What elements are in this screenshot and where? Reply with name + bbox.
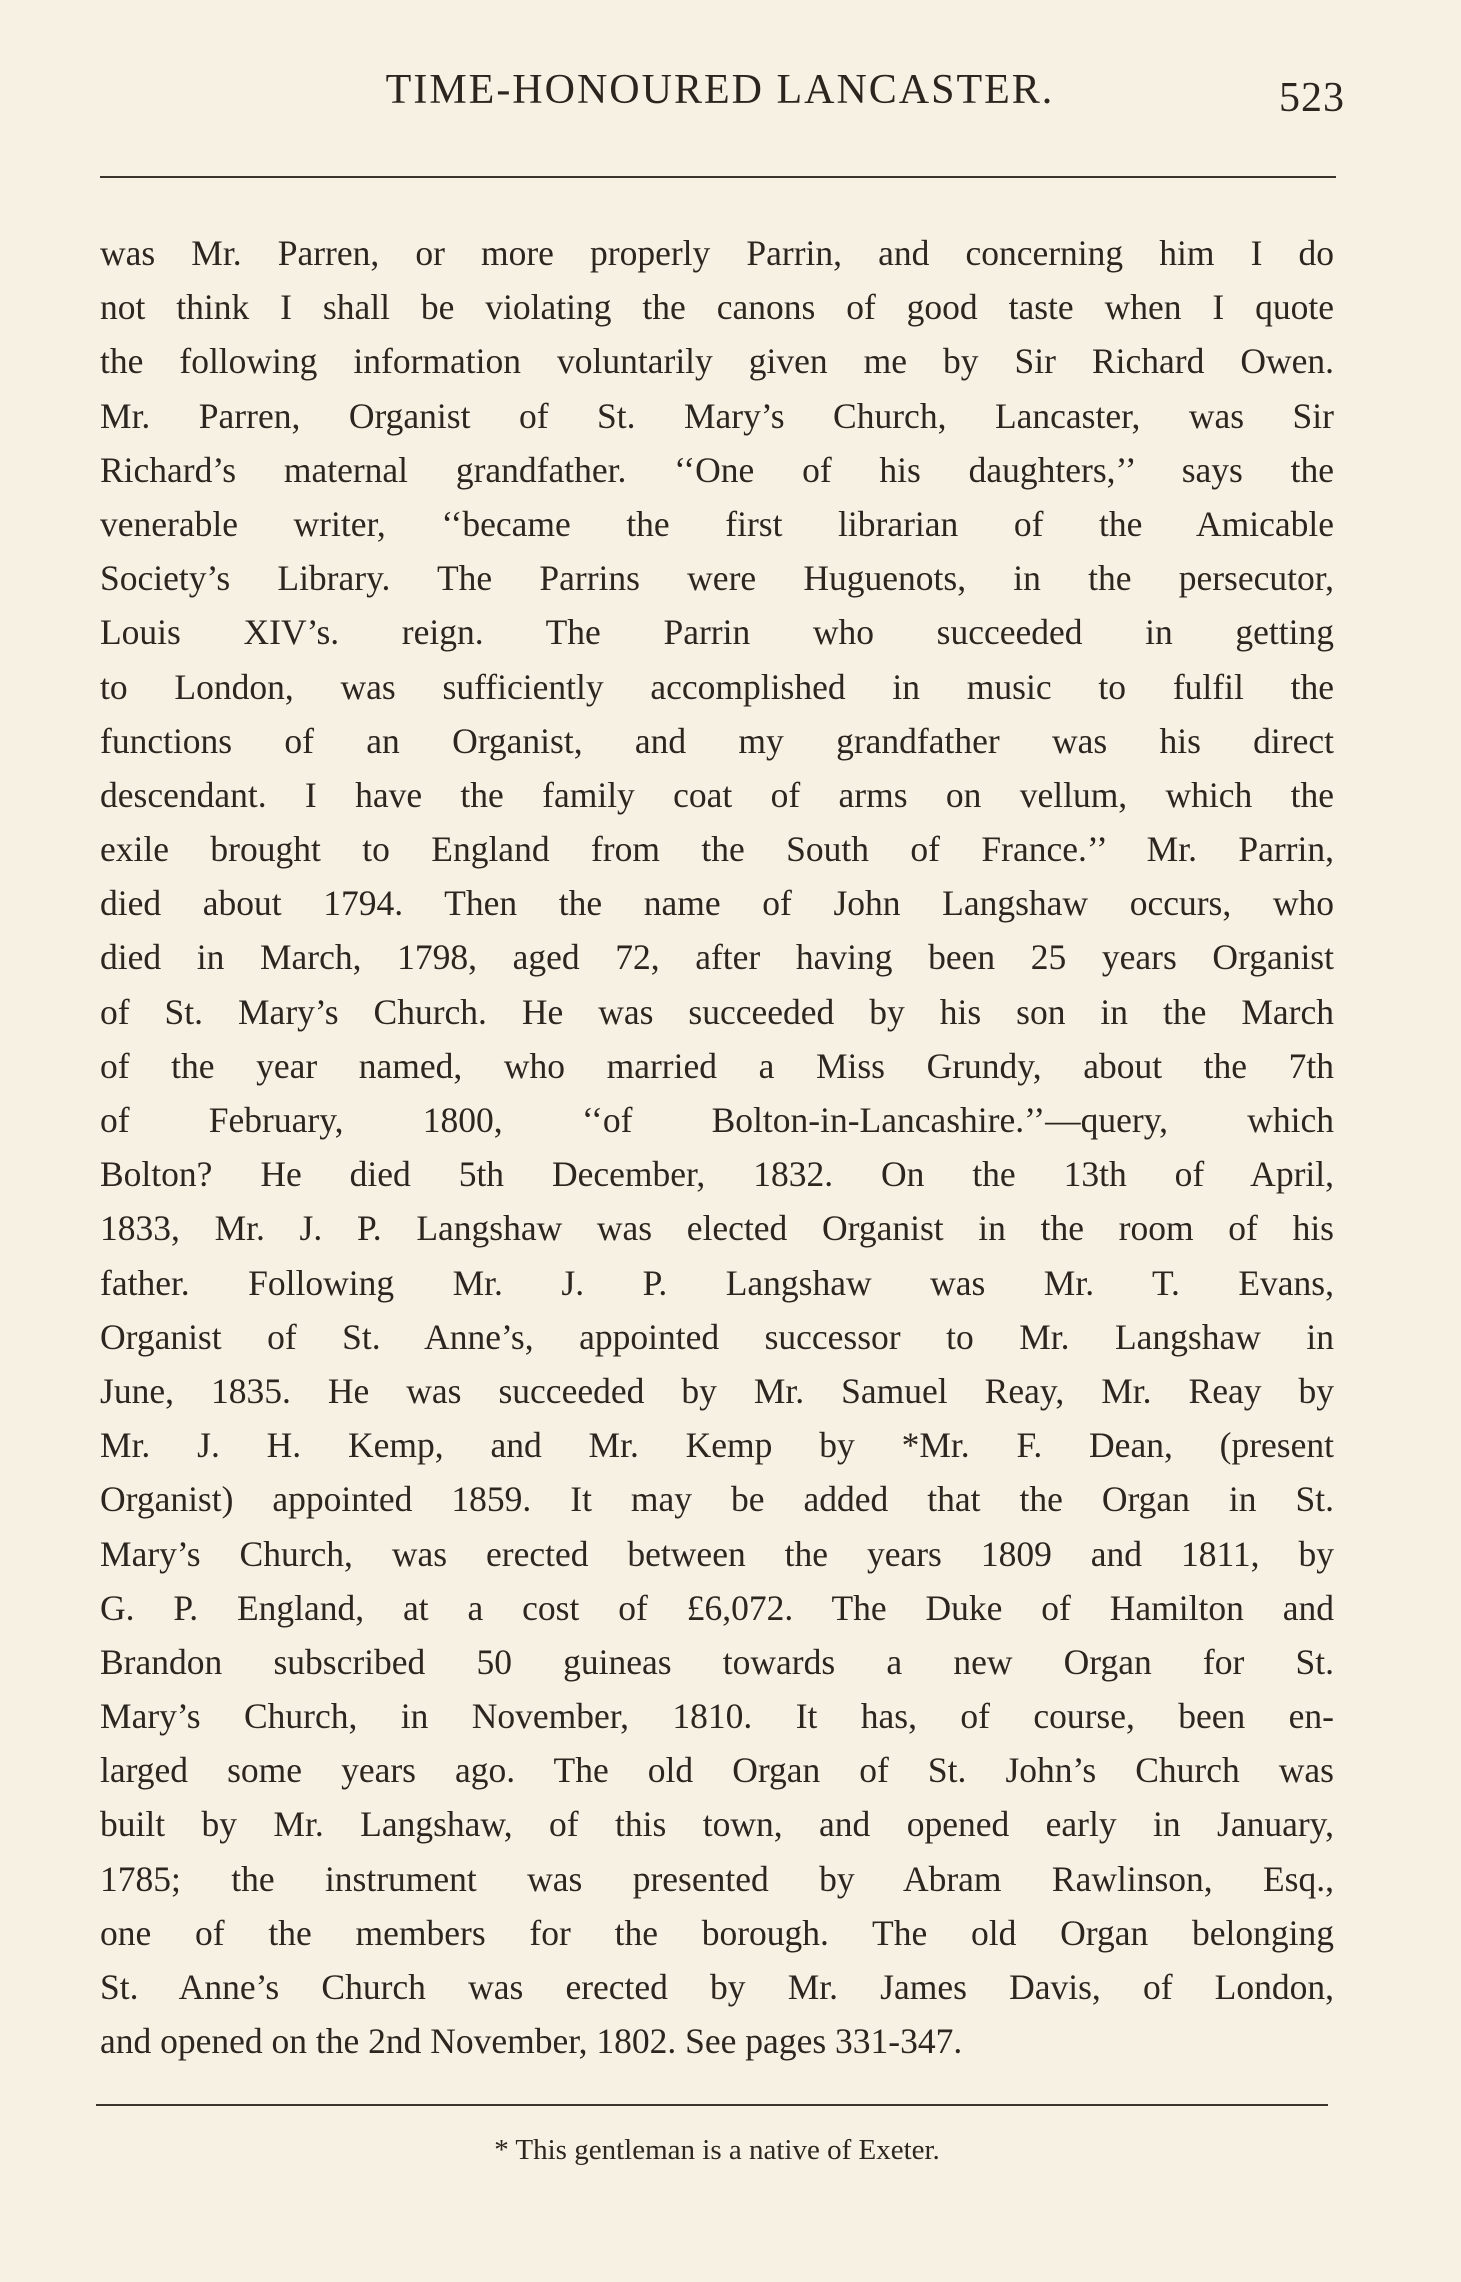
text-line: Mr. Parren, Organist of St. Mary’s Church, Lancaster, was Sir [100, 395, 1334, 436]
text-line: of February, 1800, ‘‘of Bolton-in-Lancashire.’’—query, which [100, 1100, 1334, 1140]
text-line: Brandon subscribed 50 guineas towards a new Organ for St. [100, 1641, 1334, 1682]
text-line: the following information voluntarily given me by Sir Richard Owen. [100, 341, 1334, 382]
footnote-rule [96, 2104, 1328, 2106]
text-line: Louis XIV’s. reign. The Parrin who succeeded in getting [100, 612, 1334, 653]
text-line: Mr. J. H. Kemp, and Mr. Kemp by *Mr. F. Dean, (present [100, 1425, 1334, 1466]
running-title: TIME-HONOURED LANCASTER. [385, 67, 1055, 113]
text-line: Organist of St. Anne’s, appointed successor to Mr. Langshaw in [100, 1316, 1334, 1357]
body-text [100, 226, 1334, 2068]
footnote: * This gentleman is a native of Exeter. [494, 2134, 940, 2166]
text-line: one of the members for the borough. The old Organ belonging [100, 1912, 1334, 1953]
text-line: Richard’s maternal grandfather. ‘‘One of his daughters,’’ says the [100, 449, 1334, 490]
running-header [100, 62, 1345, 122]
text-line: died in March, 1798, aged 72, after having been 25 years Organist [100, 937, 1334, 978]
text-line: descendant. I have the family coat of arms on vellum, which the [100, 774, 1334, 815]
text-line: and opened on the 2nd November, 1802. See pages 331-347. [100, 2021, 963, 2062]
text-line: of the year named, who married a Miss Grundy, about the 7th [100, 1045, 1334, 1086]
text-line: father. Following Mr. J. P. Langshaw was Mr. T. Evans, [100, 1262, 1334, 1303]
text-line: Organist) appointed 1859. It may be added that the Organ in St. [100, 1479, 1334, 1520]
text-line: to London, was sufficiently accomplished in music to fulfil the [100, 666, 1334, 707]
text-line: 1785; the instrument was presented by Abram Rawlinson, Esq., [100, 1858, 1334, 1899]
text-line: G. P. England, at a cost of £6,072. The Duke of Hamilton and [100, 1587, 1334, 1628]
text-line: was Mr. Parren, or more properly Parrin, and concerning him I do [100, 233, 1334, 273]
page-number: 523 [1279, 75, 1345, 121]
text-line: died about 1794. Then the name of John Langshaw occurs, who [100, 883, 1334, 924]
text-line: larged some years ago. The old Organ of St. John’s Church was [100, 1750, 1334, 1791]
text-line: not think I shall be violating the canons of good taste when I quote [100, 287, 1334, 328]
text-line: 1833, Mr. J. P. Langshaw was elected Organist in the room of his [100, 1208, 1334, 1249]
text-line: exile brought to England from the South of France.’’ Mr. Parrin, [100, 829, 1334, 870]
header-rule [100, 176, 1336, 178]
text-line: Bolton? He died 5th December, 1832. On the 13th of April, [100, 1154, 1334, 1195]
text-line: June, 1835. He was succeeded by Mr. Samuel Reay, Mr. Reay by [100, 1370, 1334, 1411]
text-line: Mary’s Church, was erected between the years 1809 and 1811, by [100, 1533, 1334, 1574]
text-line: Mary’s Church, in November, 1810. It has, of course, been en- [100, 1696, 1334, 1737]
text-line: Society’s Library. The Parrins were Huguenots, in the persecutor, [100, 558, 1334, 599]
text-line: built by Mr. Langshaw, of this town, and opened early in January, [100, 1804, 1334, 1845]
text-line: functions of an Organist, and my grandfather was his direct [100, 720, 1334, 761]
text-line: St. Anne’s Church was erected by Mr. James Davis, of London, [100, 1967, 1334, 2007]
text-line: of St. Mary’s Church. He was succeeded by his son in the March [100, 991, 1334, 1032]
text-line: venerable writer, ‘‘became the first librarian of the Amicable [100, 503, 1334, 544]
